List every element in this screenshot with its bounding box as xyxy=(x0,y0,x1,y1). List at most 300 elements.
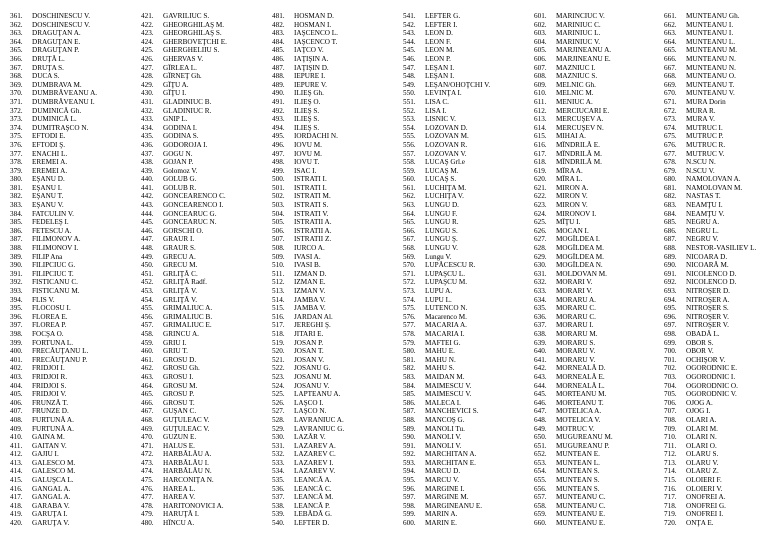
list-item xyxy=(10,235,136,244)
entry-name: LEANCĂ M. xyxy=(294,493,334,502)
entry-number: 555. xyxy=(403,132,416,141)
entry-name: ILIEŞ S. xyxy=(294,106,320,115)
entry-name: OBOR V. xyxy=(686,347,714,356)
entry-number: 624. xyxy=(534,209,547,218)
entry-number: 469. xyxy=(141,424,154,433)
entry-number: 401. xyxy=(10,355,23,364)
entry-number: 588. xyxy=(403,415,416,424)
entry-number: 540. xyxy=(272,519,285,528)
entry-name: N.SCU V. xyxy=(686,166,715,175)
entry-name: MARGINE I. xyxy=(425,484,465,493)
entry-name: GALUŞCA L. xyxy=(32,476,74,485)
entry-name: Macarenco M. xyxy=(425,312,467,321)
entry-name: MORNEALĂ D. xyxy=(556,364,606,373)
list-item xyxy=(664,244,768,253)
list-item xyxy=(10,158,136,167)
entry-number: 390. xyxy=(10,261,23,270)
list-item xyxy=(664,364,768,373)
list-item xyxy=(272,399,398,408)
list-item xyxy=(664,321,768,330)
entry-number: 550. xyxy=(403,89,416,98)
entry-name: MORTEANU M. xyxy=(556,390,607,399)
list-item xyxy=(403,442,529,451)
entry-name: GUŢULEAC V. xyxy=(163,424,210,433)
entry-number: 513. xyxy=(272,287,285,295)
entry-name: LOZOVAN M. xyxy=(425,132,469,141)
list-item xyxy=(141,313,267,322)
entry-number: 592. xyxy=(403,450,416,459)
entry-number: 603. xyxy=(534,29,547,38)
entry-name: IOVU T. xyxy=(294,158,320,167)
list-item xyxy=(272,313,398,322)
list-item xyxy=(141,115,267,124)
entry-number: 416. xyxy=(10,484,23,493)
entry-name: GHEORGHILAŞ M. xyxy=(163,20,225,29)
entry-number: 590. xyxy=(403,433,416,442)
entry-number: 669. xyxy=(664,80,677,89)
entry-number: 468. xyxy=(141,415,154,424)
entry-name: LEŞAN I. xyxy=(425,63,455,72)
entry-number: 598. xyxy=(403,501,416,510)
entry-name: FRIDJOI S. xyxy=(32,381,67,390)
entry-name: LOZOVAN D. xyxy=(425,123,468,132)
entry-name: LAZAREV C. xyxy=(294,450,336,459)
entry-number: 680. xyxy=(664,175,677,184)
entry-name: IAŞCENCO T. xyxy=(294,37,338,46)
entry-number: 473. xyxy=(141,458,154,467)
entry-name: MELNIC Gh. xyxy=(556,80,596,89)
entry-name: LEFTER G. xyxy=(425,12,461,20)
entry-number: 606. xyxy=(534,54,547,63)
list-item xyxy=(403,124,529,133)
entry-name: MUNTEANU I. xyxy=(686,20,734,29)
entry-number: 552. xyxy=(403,106,416,115)
entry-number: 659. xyxy=(534,510,547,519)
list-item xyxy=(534,107,660,116)
entry-name: EFTODI Ş. xyxy=(32,140,66,149)
list-item xyxy=(272,321,398,330)
entry-number: 549. xyxy=(403,80,416,89)
entry-name: MORNEALĂ E. xyxy=(556,372,605,381)
entry-name: OGORODNIC E. xyxy=(686,364,738,373)
entry-name: MÎNDRILĂ M. xyxy=(556,158,602,167)
entry-number: 477. xyxy=(141,493,154,502)
entry-name: ISTRATII A. xyxy=(294,218,332,227)
entry-number: 547. xyxy=(403,63,416,72)
entry-number: 535. xyxy=(272,476,285,485)
entry-number: 614. xyxy=(534,123,547,132)
entry-name: GÎŢU A. xyxy=(163,80,189,89)
entry-name: GLADINIUC R. xyxy=(163,106,212,115)
list-item xyxy=(10,321,136,330)
entry-name: MOTELICA A. xyxy=(556,407,602,416)
entry-name: MUNTEAN S. xyxy=(556,476,600,485)
entry-number: 526. xyxy=(272,398,285,407)
list-item xyxy=(664,390,768,399)
entry-name: LAZAREV I. xyxy=(294,458,334,467)
entry-name: DOSCHINESCU V. xyxy=(32,20,91,29)
list-item xyxy=(272,167,398,176)
entry-number: 437. xyxy=(141,149,154,158)
entry-name: EŞANU T. xyxy=(32,192,64,201)
entry-number: 439. xyxy=(141,166,154,175)
list-item xyxy=(10,339,136,348)
entry-number: 554. xyxy=(403,123,416,132)
entry-name: MACARIA A. xyxy=(425,321,467,330)
entry-name: N.SCU N. xyxy=(686,158,716,167)
list-item xyxy=(141,476,267,485)
list-item xyxy=(403,12,529,21)
entry-name: LEANCĂ C. xyxy=(294,484,332,493)
entry-name: LUCAŞ S. xyxy=(425,175,457,184)
entry-name: GROSU M. xyxy=(163,381,198,390)
entry-number: 434. xyxy=(141,123,154,132)
entry-number: 436. xyxy=(141,140,154,149)
entry-number: 424. xyxy=(141,37,154,46)
list-item xyxy=(141,261,267,270)
list-item xyxy=(272,55,398,64)
list-item xyxy=(10,141,136,150)
list-item xyxy=(664,235,768,244)
entry-name: MUNTEAN S. xyxy=(556,484,600,493)
entry-name: MANOLI V. xyxy=(425,433,462,442)
entry-number: 465. xyxy=(141,390,154,399)
entry-number: 451. xyxy=(141,269,154,278)
entry-number: 531. xyxy=(272,441,285,450)
entry-number: 697. xyxy=(664,321,677,330)
entry-number: 406. xyxy=(10,398,23,407)
list-item xyxy=(664,175,768,184)
entry-name: MIHAI A. xyxy=(556,132,586,141)
list-item xyxy=(10,175,136,184)
entry-number: 562. xyxy=(403,192,416,201)
entry-name: MAIMESCU V. xyxy=(425,381,472,390)
entry-name: NEAMŢU I. xyxy=(686,201,723,210)
entry-name: GROSU I. xyxy=(163,372,194,381)
list-item xyxy=(272,390,398,399)
list-item xyxy=(664,192,768,201)
entry-number: 663. xyxy=(664,29,677,38)
entry-number: 695. xyxy=(664,304,677,313)
list-item xyxy=(141,89,267,98)
list-item xyxy=(534,433,660,442)
entry-name: MARINCIUC V. xyxy=(556,12,605,20)
list-item xyxy=(403,502,529,511)
entry-number: 376. xyxy=(10,140,23,149)
list-item xyxy=(534,115,660,124)
entry-name: MIRON A. xyxy=(556,183,589,192)
list-item xyxy=(141,132,267,141)
entry-number: 475. xyxy=(141,476,154,485)
entry-name: MÎRA A. xyxy=(556,166,583,175)
entry-number: 678. xyxy=(664,158,677,167)
entry-number: 393. xyxy=(10,287,23,295)
entry-name: JAMBA V. xyxy=(294,295,326,304)
entry-name: FRECĂUŢANU L. xyxy=(32,347,89,356)
entry-name: LAŞCO N. xyxy=(294,407,327,416)
entry-name: GHERVAS V. xyxy=(163,54,204,63)
entry-name: OLOIERI V. xyxy=(686,484,723,493)
entry-name: DRAGUŢAN P. xyxy=(32,46,80,55)
entry-name: HARBĂLĂU N. xyxy=(163,467,212,476)
entry-name: EŞANU V. xyxy=(32,201,64,210)
list-item xyxy=(534,364,660,373)
entry-number: 490. xyxy=(272,89,285,98)
entry-name: GROSU P. xyxy=(163,390,195,399)
entry-name: GNIP L. xyxy=(163,115,188,124)
entry-number: 423. xyxy=(141,29,154,38)
entry-number: 710. xyxy=(664,433,677,442)
entry-name: OBOR S. xyxy=(686,338,714,347)
list-item xyxy=(534,89,660,98)
list-item xyxy=(664,184,768,193)
entry-name: Golomoz V. xyxy=(163,166,198,175)
entry-name: MUGUREANU P. xyxy=(556,441,610,450)
entry-number: 368. xyxy=(10,72,23,81)
entry-name: FURTUNĂ A. xyxy=(32,415,74,424)
entry-name: ISTRATI I. xyxy=(294,183,327,192)
entry-name: MUNTEANU Gh. xyxy=(686,12,740,20)
entry-number: 425. xyxy=(141,46,154,55)
entry-number: 556. xyxy=(403,140,416,149)
list-item xyxy=(10,330,136,339)
entry-name: MOGÎLDEA M. xyxy=(556,252,604,261)
entry-name: MUNTEANU M. xyxy=(686,46,738,55)
entry-name: MARGINEANU E. xyxy=(425,501,483,510)
entry-number: 422. xyxy=(141,20,154,29)
list-item xyxy=(141,502,267,511)
entry-number: 460. xyxy=(141,347,154,356)
entry-number: 455. xyxy=(141,304,154,313)
list-item xyxy=(664,519,768,528)
list-item xyxy=(141,201,267,210)
entry-number: 596. xyxy=(403,484,416,493)
entry-name: MARIN E. xyxy=(425,519,457,528)
entry-number: 413. xyxy=(10,458,23,467)
entry-name: LUNGU D. xyxy=(425,201,459,210)
entry-number: 464. xyxy=(141,381,154,390)
entry-number: 389. xyxy=(10,252,23,261)
list-item xyxy=(534,399,660,408)
entry-number: 537. xyxy=(272,493,285,502)
list-item xyxy=(534,296,660,305)
entry-number: 644. xyxy=(534,381,547,390)
entry-name: DOSCHINESCU V. xyxy=(32,12,91,20)
list-item xyxy=(403,270,529,279)
entry-name: LISA I. xyxy=(425,106,447,115)
entry-number: 383. xyxy=(10,201,23,210)
list-item xyxy=(141,347,267,356)
list-item xyxy=(403,390,529,399)
entry-name: GAINA M. xyxy=(32,433,65,442)
list-item xyxy=(272,261,398,270)
list-item xyxy=(10,502,136,511)
list-item xyxy=(10,313,136,322)
list-item xyxy=(664,141,768,150)
entry-number: 445. xyxy=(141,218,154,227)
list-item xyxy=(664,347,768,356)
entry-name: FRIDJOI V. xyxy=(32,390,67,399)
entry-number: 673. xyxy=(664,115,677,124)
list-item xyxy=(10,107,136,116)
list-item xyxy=(10,227,136,236)
list-item xyxy=(141,339,267,348)
entry-name: MERCUŞEV A. xyxy=(556,115,604,124)
list-item xyxy=(10,278,136,287)
entry-number: 444. xyxy=(141,209,154,218)
entry-number: 463. xyxy=(141,372,154,381)
list-item xyxy=(141,218,267,227)
list-item xyxy=(272,21,398,30)
entry-name: IAŢIŞIN D. xyxy=(294,63,329,72)
entry-name: JOSAN T. xyxy=(294,347,324,356)
entry-name: GÎRNEŢ Gh. xyxy=(163,72,202,81)
entry-name: OLARI M. xyxy=(686,424,718,433)
list-item xyxy=(403,407,529,416)
list-item xyxy=(272,64,398,73)
entry-number: 611. xyxy=(534,97,547,106)
list-item xyxy=(272,72,398,81)
list-item xyxy=(141,141,267,150)
entry-name: GROSU D. xyxy=(163,355,197,364)
list-item xyxy=(10,510,136,519)
list-item xyxy=(534,227,660,236)
list-item xyxy=(272,210,398,219)
entry-name: MARCU V. xyxy=(425,476,460,485)
list-item xyxy=(272,287,398,296)
entry-name: JOSANU G. xyxy=(294,364,331,373)
list-column xyxy=(141,12,267,528)
list-item xyxy=(141,227,267,236)
list-item xyxy=(272,158,398,167)
entry-number: 567. xyxy=(403,235,416,244)
entry-number: 651. xyxy=(534,441,547,450)
entry-name: MUNTEAN L. xyxy=(556,458,600,467)
list-item xyxy=(664,29,768,38)
entry-number: 428. xyxy=(141,72,154,81)
list-item xyxy=(664,107,768,116)
entry-number: 378. xyxy=(10,158,23,167)
entry-number: 449. xyxy=(141,252,154,261)
list-item xyxy=(10,485,136,494)
list-item xyxy=(403,98,529,107)
entry-number: 474. xyxy=(141,467,154,476)
list-item xyxy=(403,476,529,485)
entry-number: 363. xyxy=(10,29,23,38)
entry-number: 375. xyxy=(10,132,23,141)
entry-name: FLOCOSU I. xyxy=(32,304,71,313)
list-item xyxy=(10,425,136,434)
entry-name: HALUS E. xyxy=(163,441,195,450)
list-item xyxy=(272,433,398,442)
entry-name: MANCOŞ G. xyxy=(425,415,465,424)
list-item xyxy=(664,330,768,339)
entry-name: GONCEARUC N. xyxy=(163,218,217,227)
entry-number: 361. xyxy=(10,12,23,20)
list-item xyxy=(141,425,267,434)
entry-number: 470. xyxy=(141,433,154,442)
entry-name: MOGÎLDEA I. xyxy=(556,235,600,244)
list-item xyxy=(403,519,529,528)
entry-number: 698. xyxy=(664,329,677,338)
entry-name: JEREGHI Ş. xyxy=(294,321,331,330)
list-item xyxy=(272,227,398,236)
entry-number: 369. xyxy=(10,80,23,89)
list-item xyxy=(664,502,768,511)
list-item xyxy=(10,167,136,176)
entry-number: 454. xyxy=(141,295,154,304)
entry-number: 608. xyxy=(534,72,547,81)
entry-number: 649. xyxy=(534,424,547,433)
entry-number: 397. xyxy=(10,321,23,330)
list-item xyxy=(10,407,136,416)
entry-number: 664. xyxy=(664,37,677,46)
entry-number: 520. xyxy=(272,347,285,356)
list-item xyxy=(664,467,768,476)
entry-number: 541. xyxy=(403,12,416,20)
entry-number: 618. xyxy=(534,158,547,167)
list-item xyxy=(272,192,398,201)
list-item xyxy=(664,493,768,502)
list-item xyxy=(403,175,529,184)
entry-number: 372. xyxy=(10,106,23,115)
entry-number: 516. xyxy=(272,312,285,321)
entry-number: 515. xyxy=(272,304,285,313)
entry-name: GRIMALIUC A. xyxy=(163,304,213,313)
list-item xyxy=(141,356,267,365)
list-item xyxy=(664,261,768,270)
entry-name: IZMAN D. xyxy=(294,269,327,278)
entry-name: GOLUB R. xyxy=(163,183,197,192)
list-item xyxy=(272,244,398,253)
entry-number: 486. xyxy=(272,54,285,63)
list-item xyxy=(141,46,267,55)
list-item xyxy=(141,459,267,468)
list-item xyxy=(664,356,768,365)
entry-number: 569. xyxy=(403,252,416,261)
entry-number: 440. xyxy=(141,175,154,184)
list-item xyxy=(403,55,529,64)
entry-name: MORARI V. xyxy=(556,287,593,295)
entry-number: 379. xyxy=(10,166,23,175)
entry-number: 688. xyxy=(664,244,677,253)
list-item xyxy=(403,330,529,339)
list-item xyxy=(10,150,136,159)
list-item xyxy=(10,29,136,38)
list-item xyxy=(141,450,267,459)
entry-number: 386. xyxy=(10,226,23,235)
list-item xyxy=(403,141,529,150)
entry-number: 576. xyxy=(403,312,416,321)
list-item xyxy=(272,502,398,511)
entry-number: 528. xyxy=(272,415,285,424)
entry-name: GRAUR I. xyxy=(163,235,195,244)
list-item xyxy=(664,399,768,408)
entry-name: MIRON V. xyxy=(556,201,588,210)
entry-number: 442. xyxy=(141,192,154,201)
entry-number: 652. xyxy=(534,450,547,459)
list-item xyxy=(534,167,660,176)
list-item xyxy=(403,287,529,296)
list-item xyxy=(534,235,660,244)
list-item xyxy=(141,510,267,519)
entry-number: 687. xyxy=(664,235,677,244)
entry-name: LUTENCO N. xyxy=(425,304,468,313)
entry-name: GÎRLEA L. xyxy=(163,63,197,72)
entry-name: LAŞCO I. xyxy=(294,398,324,407)
entry-name: IAŢIŞIN A. xyxy=(294,54,329,63)
entry-number: 380. xyxy=(10,175,23,184)
